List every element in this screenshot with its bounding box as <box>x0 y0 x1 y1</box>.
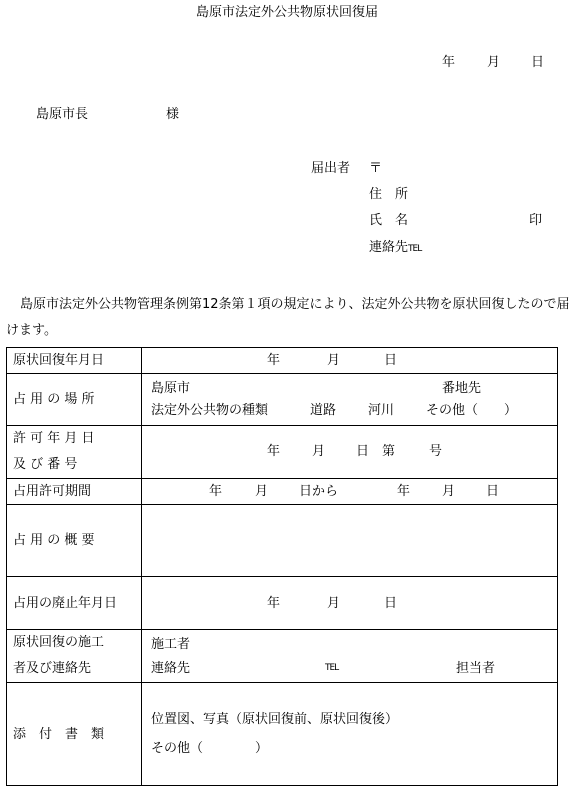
document-title: 島原市法定外公共物原状回復届 <box>195 5 378 20</box>
value-restore-date <box>142 348 558 374</box>
value-contractor <box>142 630 558 683</box>
period-to-month: 月 <box>442 484 456 499</box>
permit-month: 月 <box>312 444 326 459</box>
name-label: 氏 名 <box>369 213 409 228</box>
place-city: 島原市 <box>151 381 191 396</box>
contact-label <box>369 241 421 254</box>
addressee <box>36 107 180 122</box>
place-road: 道路 <box>310 403 337 418</box>
row-place <box>7 374 558 426</box>
date-year: 年 <box>442 55 456 70</box>
label-summary: 占 用 の 概 要 <box>7 505 142 577</box>
period-to-day: 日 <box>486 484 500 499</box>
value-abolish-date <box>142 577 558 630</box>
restore-year: 年 <box>267 353 281 368</box>
permit-day: 日 <box>356 444 370 459</box>
row-summary <box>7 505 558 577</box>
label-permit <box>7 426 142 479</box>
permit-no-label: 第 <box>382 444 396 459</box>
value-permit <box>142 426 558 479</box>
date-month: 月 <box>487 55 501 70</box>
label-permit-line2: 及 び 番 号 <box>13 457 78 472</box>
contractor-person-label: 担当者 <box>456 661 496 676</box>
period-to-year: 年 <box>397 484 411 499</box>
row-abolish-date <box>7 577 558 630</box>
place-type-label: 法定外公共物の種類 <box>151 403 269 418</box>
applicant-label: 届出者 <box>311 161 351 176</box>
addressee-name: 島原市長 <box>36 107 89 122</box>
attachments-line1: 位置図、写真（原状回復前、原状回復後） <box>151 712 399 727</box>
period-from-month: 月 <box>255 484 269 499</box>
label-restore-date: 原状回復年月日 <box>7 348 142 374</box>
period-from-day: 日から <box>299 484 339 499</box>
value-period <box>142 479 558 505</box>
value-place <box>142 374 558 426</box>
seal-mark: 印 <box>529 213 543 228</box>
body-text: 島原市法定外公共物管理条例第12条第１項の規定により、法定外公共物を原状回復したので届けます。 <box>6 297 570 338</box>
period-from-year: 年 <box>209 484 223 499</box>
postal-mark: 〒 <box>369 161 383 176</box>
notification-form-table <box>6 347 558 786</box>
value-summary <box>142 505 558 577</box>
contact-label-text: 連絡先 <box>369 240 409 255</box>
contractor-label: 施工者 <box>151 637 191 652</box>
restore-month: 月 <box>327 353 341 368</box>
row-period <box>7 479 558 505</box>
label-period: 占用許可期間 <box>7 479 142 505</box>
abolish-month: 月 <box>327 596 341 611</box>
value-attachments <box>142 683 558 786</box>
row-permit <box>7 426 558 479</box>
tel-mark: TEL <box>408 244 422 254</box>
row-restore-date <box>7 348 558 374</box>
contractor-tel-mark: TEL <box>325 663 339 673</box>
restore-day: 日 <box>384 353 398 368</box>
place-river: 河川 <box>368 403 395 418</box>
place-other: その他（ ） <box>426 403 518 418</box>
addressee-honorific: 様 <box>166 107 180 122</box>
label-contractor <box>7 630 142 683</box>
place-lot: 番地先 <box>442 381 482 396</box>
row-contractor <box>7 630 558 683</box>
date-day: 日 <box>531 55 545 70</box>
permit-no-suffix: 号 <box>429 444 443 459</box>
label-contractor-line1: 原状回復の施工 <box>13 635 105 650</box>
permit-year: 年 <box>267 444 281 459</box>
label-contractor-line2: 者及び連絡先 <box>13 661 92 676</box>
label-permit-line1: 許 可 年 月 日 <box>13 431 95 446</box>
row-attachments <box>7 683 558 786</box>
attachments-line2: その他（ ） <box>151 741 269 756</box>
label-place: 占 用 の 場 所 <box>7 374 142 426</box>
abolish-year: 年 <box>267 596 281 611</box>
label-abolish-date: 占用の廃止年月日 <box>7 577 142 630</box>
contractor-contact-label: 連絡先 <box>151 661 191 676</box>
address-label: 住 所 <box>369 187 409 202</box>
label-attachments: 添 付 書 類 <box>7 683 142 786</box>
abolish-day: 日 <box>384 596 398 611</box>
